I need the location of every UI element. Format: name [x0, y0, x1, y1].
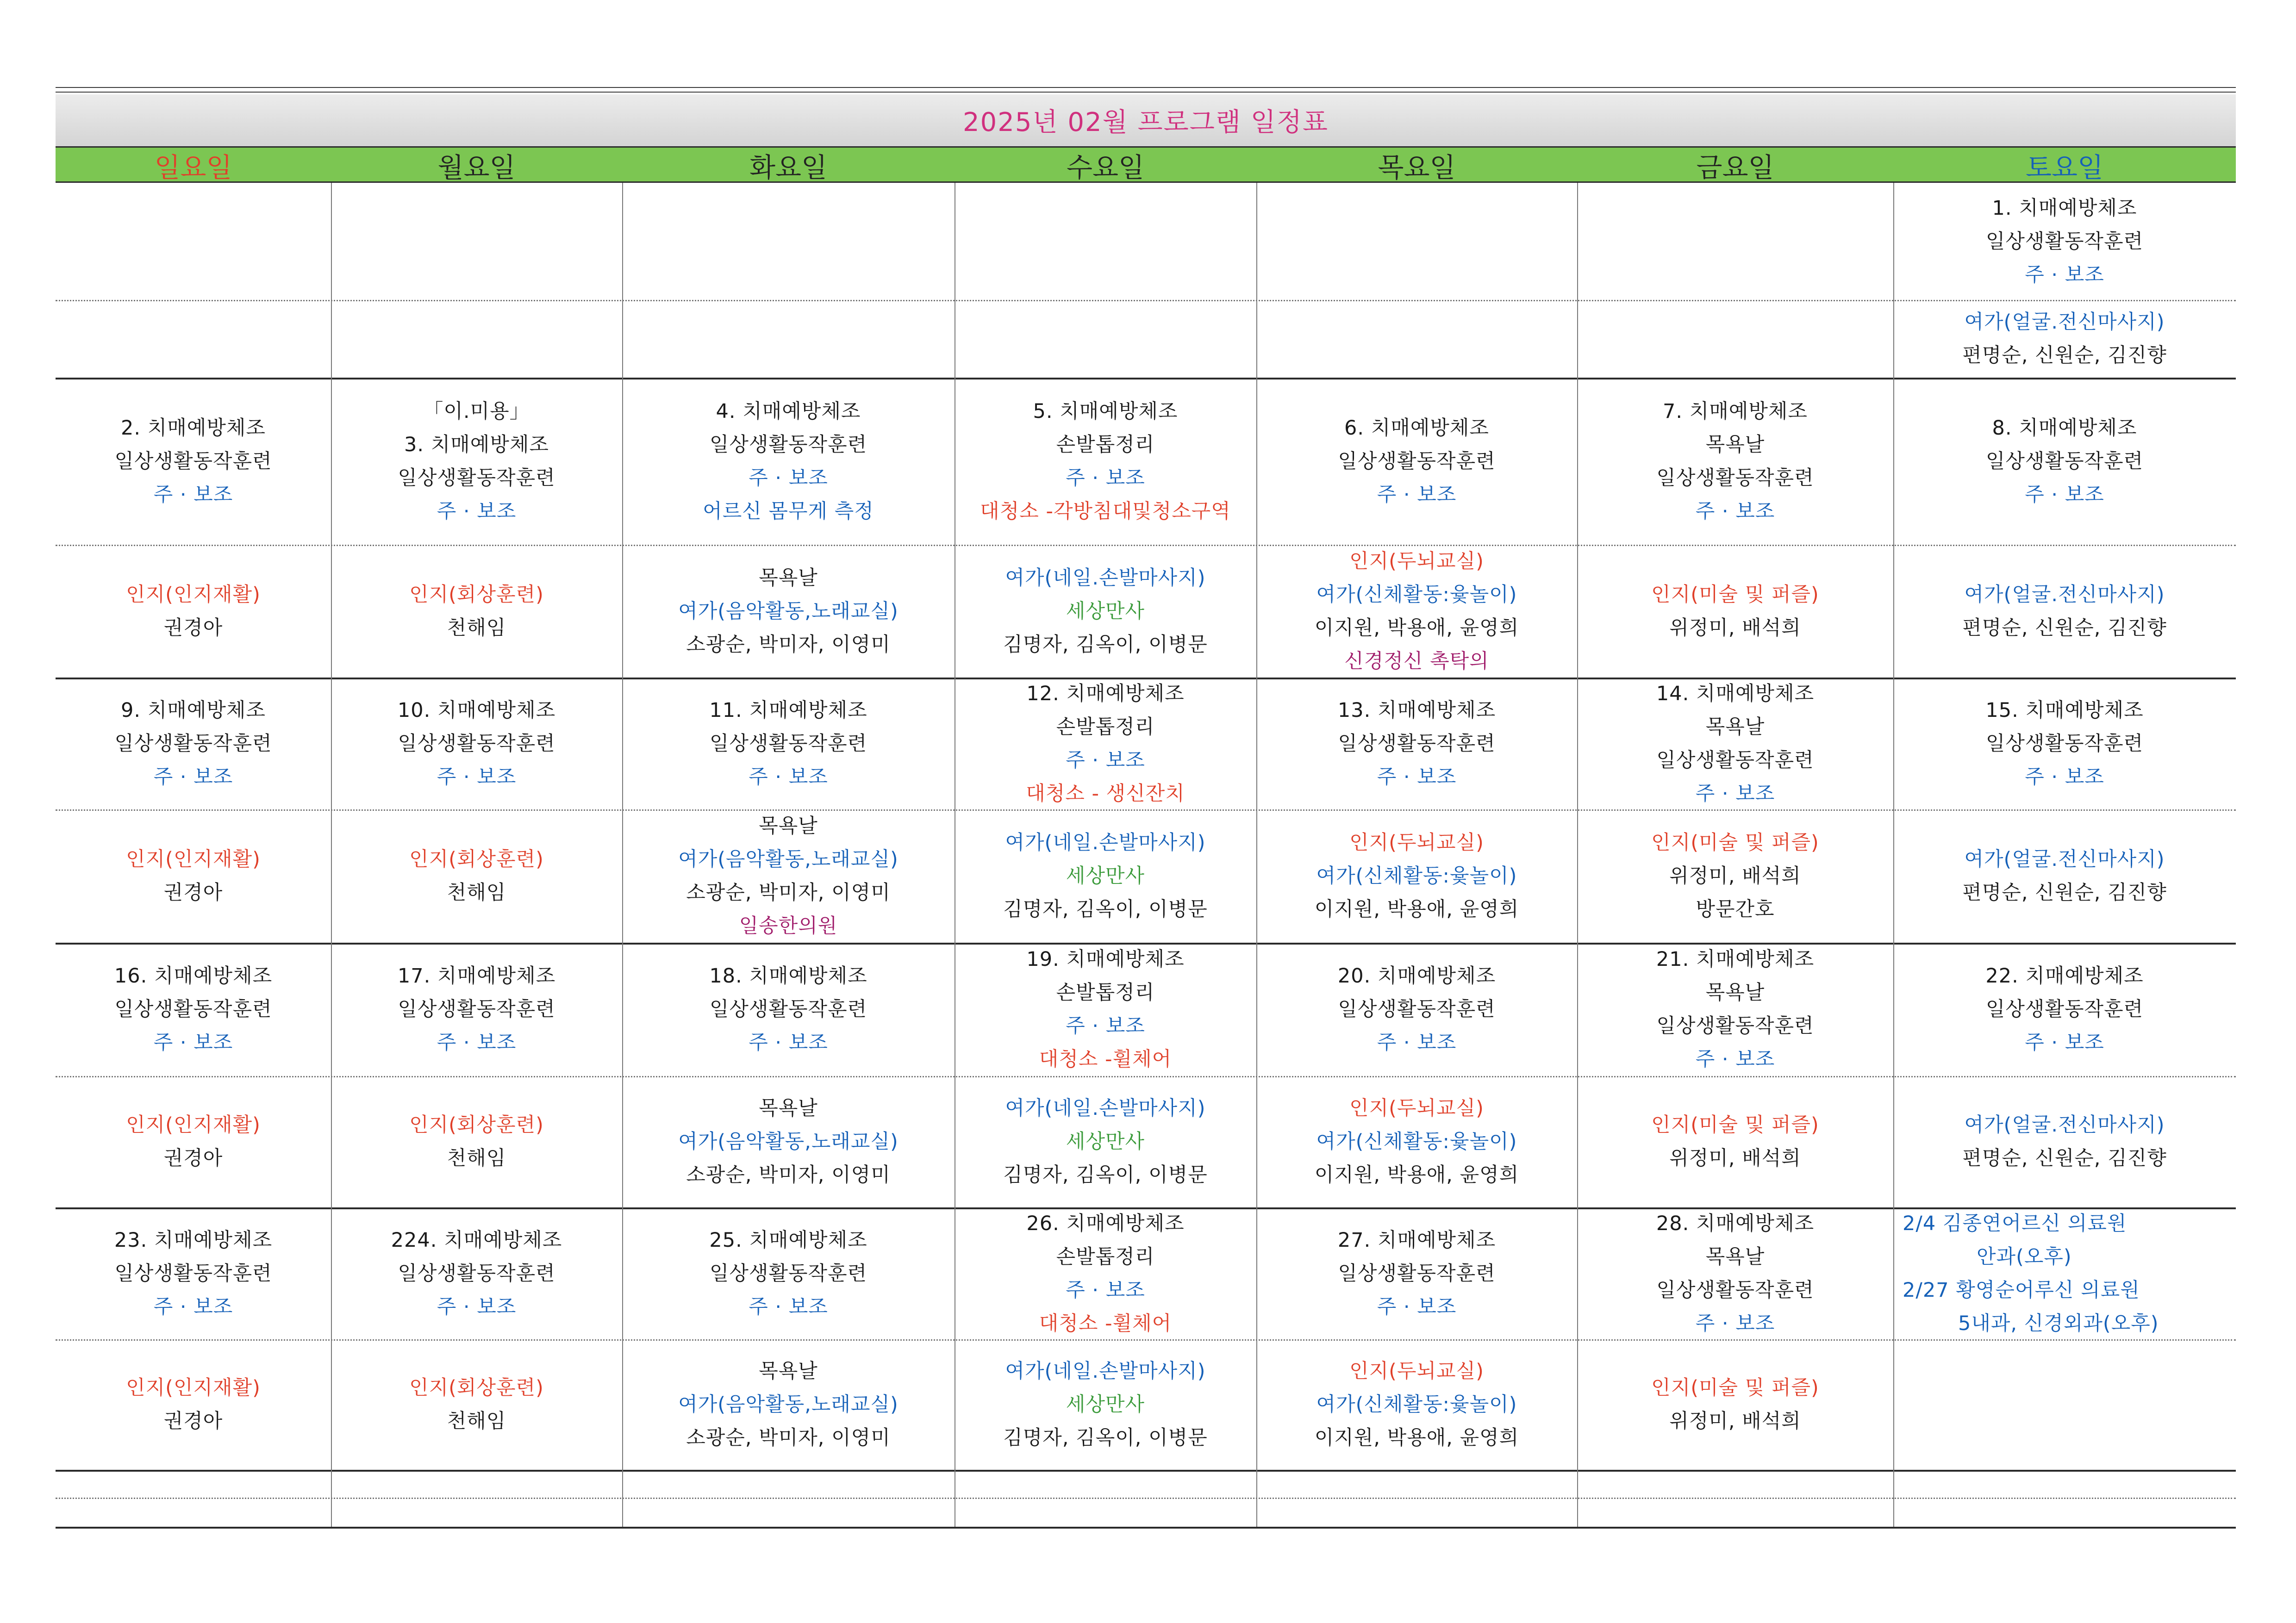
title-band [56, 94, 2236, 146]
schedule-line: 일상생활동작훈련 [114, 449, 272, 473]
schedule-line: 권경아 [163, 1410, 223, 1433]
schedule-line: 여가(음악활동,노래교실) [678, 1130, 898, 1153]
schedule-line: 2/4 김종연어르신 의료원 [1903, 1212, 2127, 1235]
schedule-line: 3. 치매예방체조 [404, 433, 549, 456]
day-cell-mon-week4-activity [331, 1076, 622, 1207]
header-thursday: 목요일 [1378, 152, 1456, 183]
header-saturday: 토요일 [2025, 152, 2104, 183]
day-cell-sat-week2-activity [1893, 545, 2236, 678]
column-divider [331, 183, 332, 1527]
schedule-line: 목욕날 [1705, 433, 1765, 456]
day-cell-tue-week2-program [622, 378, 955, 545]
schedule-line: 6. 치매예방체조 [1344, 416, 1489, 440]
day-cell-fri-week4-program [1577, 943, 1893, 1076]
column-divider [1577, 183, 1578, 1527]
schedule-line: 인지(두뇌교실) [1349, 549, 1484, 573]
schedule-line: 22. 치매예방체조 [1985, 964, 2144, 988]
schedule-line: 방문간호 [1696, 898, 1775, 921]
header-friday: 금요일 [1696, 152, 1774, 183]
schedule-line: 2. 치매예방체조 [121, 416, 266, 440]
day-cell-mon-week3-program [331, 678, 622, 809]
schedule-line: 여가(음악활동,노래교실) [678, 599, 898, 623]
day-cell-thu-week3-program [1256, 678, 1577, 809]
day-cell-tue-week1-program [622, 183, 955, 300]
schedule-line: 주 · 보조 [437, 1031, 517, 1054]
day-cell-wed-week1-activity [955, 300, 1256, 378]
schedule-line: 주 · 보조 [1377, 483, 1457, 506]
schedule-line: 목욕날 [1705, 715, 1765, 739]
day-cell-wed-week2-activity [955, 545, 1256, 678]
half-divider [56, 1076, 2236, 1077]
schedule-line: 대청소 - 생신잔치 [1026, 782, 1185, 805]
schedule-line: 인지(미술 및 퍼즐) [1651, 831, 1819, 854]
schedule-line: 권경아 [163, 1147, 223, 1170]
day-cell-fri-week3-activity [1577, 809, 1893, 943]
schedule-line: 주 · 보조 [1377, 765, 1457, 789]
schedule-line: 일상생활동작훈련 [1656, 1278, 1814, 1302]
schedule-line: 4. 치매예방체조 [716, 399, 861, 423]
schedule-line: 인지(회상훈련) [409, 583, 544, 606]
schedule-line: 인지(미술 및 퍼즐) [1651, 1113, 1819, 1137]
schedule-line: 2/27 황영순어루신 의료원 [1903, 1278, 2140, 1302]
schedule-line: 「이.미용」 [423, 399, 530, 423]
schedule-line: 5. 치매예방체조 [1033, 399, 1178, 423]
schedule-line: 주 · 보조 [437, 499, 517, 523]
day-cell-sun-week3-activity [56, 809, 331, 943]
schedule-line: 주 · 보조 [153, 765, 233, 789]
schedule-line: 여가(네일.손발마사지) [1005, 1097, 1206, 1120]
schedule-line: 28. 치매예방체조 [1656, 1212, 1815, 1235]
schedule-line: 위정미, 배석희 [1669, 864, 1801, 888]
schedule-line: 8. 치매예방체조 [1992, 416, 2137, 440]
schedule-line: 위정미, 배석희 [1669, 1147, 1801, 1170]
day-cell-fri-week5-activity [1577, 1339, 1893, 1470]
schedule-line: 김명자, 김옥이, 이병문 [1003, 633, 1208, 656]
day-cell-thu-week2-program [1256, 378, 1577, 545]
schedule-line: 주 · 보조 [1066, 1014, 1145, 1038]
schedule-line: 목욕날 [1705, 981, 1765, 1004]
schedule-line: 일상생활동작훈련 [114, 732, 272, 755]
schedule-line: 이지원, 박용애, 윤영희 [1314, 1163, 1519, 1187]
schedule-line: 이지원, 박용애, 윤영희 [1314, 898, 1519, 921]
schedule-line: 인지(인지재활) [126, 1376, 261, 1399]
header-monday: 월요일 [437, 152, 516, 183]
schedule-line: 손발톱정리 [1056, 433, 1155, 456]
day-cell-sat-week4-program [1893, 943, 2236, 1076]
schedule-line: 여가(음악활동,노래교실) [678, 1393, 898, 1416]
schedule-line: 편명순, 신원순, 김진향 [1962, 881, 2167, 904]
schedule-line: 인지(미술 및 퍼즐) [1651, 1376, 1819, 1399]
schedule-line: 여가(얼굴.전신마사지) [1964, 848, 2165, 871]
day-cell-sun-week1-activity [56, 300, 331, 378]
header-sunday: 일요일 [154, 152, 232, 183]
schedule-line: 인지(인지재활) [126, 1113, 261, 1137]
week-divider [56, 1527, 2236, 1529]
schedule-line: 여가(네일.손발마사지) [1005, 831, 1206, 854]
schedule-line: 여가(신체활동:윷놀이) [1316, 1130, 1517, 1153]
schedule-line: 일상생활동작훈련 [398, 1262, 555, 1285]
day-cell-thu-week1-program [1256, 183, 1577, 300]
schedule-line: 일상생활동작훈련 [398, 732, 555, 755]
schedule-line: 대청소 -각방침대및청소구역 [980, 499, 1231, 523]
schedule-line: 세상만사 [1066, 1130, 1145, 1153]
schedule-line: 주 · 보조 [749, 765, 828, 789]
schedule-line: 주 · 보조 [749, 1031, 828, 1054]
schedule-line: 여가(얼굴.전신마사지) [1964, 1113, 2165, 1137]
schedule-line: 주 · 보조 [1066, 748, 1145, 772]
day-cell-wed-week5-program [955, 1207, 1256, 1339]
day-cell-wed-week2-program [955, 378, 1256, 545]
day-cell-mon-week3-activity [331, 809, 622, 943]
day-cell-mon-week2-program [331, 378, 622, 545]
day-cell-sat-week5-program [1893, 1207, 2236, 1339]
schedule-line: 신경정신 촉탁의 [1344, 649, 1489, 673]
day-cell-fri-week4-activity [1577, 1076, 1893, 1207]
schedule-line: 편명순, 신원순, 김진향 [1962, 1147, 2167, 1170]
day-cell-thu-week3-activity [1256, 809, 1577, 943]
schedule-line: 주 · 보조 [2025, 765, 2104, 789]
schedule-line: 주 · 보조 [1066, 1278, 1145, 1302]
schedule-line: 위정미, 배석희 [1669, 1410, 1801, 1433]
day-cell-tue-week2-activity [622, 545, 955, 678]
schedule-line: 일상생활동작훈련 [709, 433, 867, 456]
day-cell-sun-week2-activity [56, 545, 331, 678]
schedule-line: 5내과, 신경외과(오후) [1958, 1312, 2159, 1335]
day-cell-sat-week1-activity [1893, 300, 2236, 378]
half-divider [56, 300, 2236, 301]
day-cell-tue-week3-program [622, 678, 955, 809]
day-cell-fri-week1-program [1577, 183, 1893, 300]
day-cell-tue-week4-activity [622, 1076, 955, 1207]
day-cell-tue-week5-activity [622, 1339, 955, 1470]
schedule-line: 김명자, 김옥이, 이병문 [1003, 1163, 1208, 1187]
schedule-line: 여가(네일.손발마사지) [1005, 1360, 1206, 1383]
column-divider [622, 183, 623, 1527]
schedule-line: 7. 치매예방체조 [1663, 399, 1808, 423]
schedule-line: 손발톱정리 [1056, 715, 1155, 739]
header-wednesday: 수요일 [1066, 152, 1145, 183]
schedule-line: 여가(음악활동,노래교실) [678, 848, 898, 871]
schedule-line: 일상생활동작훈련 [1985, 449, 2144, 473]
day-cell-sun-week4-activity [56, 1076, 331, 1207]
day-cell-fri-week2-program [1577, 378, 1893, 545]
day-cell-tue-week3-activity [622, 809, 955, 943]
schedule-line: 일상생활동작훈련 [1985, 998, 2144, 1021]
weekday-header-row [56, 146, 2236, 183]
day-cell-fri-week5-program [1577, 1207, 1893, 1339]
schedule-line: 주 · 보조 [2025, 263, 2104, 286]
schedule-line: 일상생활동작훈련 [1338, 998, 1496, 1021]
schedule-line: 17. 치매예방체조 [397, 964, 556, 988]
schedule-line: 19. 치매예방체조 [1026, 948, 1185, 971]
schedule-line: 여가(얼굴.전신마사지) [1964, 311, 2165, 334]
schedule-line: 일상생활동작훈련 [1338, 1262, 1496, 1285]
day-cell-mon-week2-activity [331, 545, 622, 678]
schedule-line: 주 · 보조 [2025, 1031, 2104, 1054]
schedule-line: 주 · 보조 [1377, 1295, 1457, 1318]
schedule-line: 안과(오후) [1977, 1245, 2072, 1269]
schedule-line: 주 · 보조 [1695, 1048, 1775, 1071]
day-cell-wed-week5-activity [955, 1339, 1256, 1470]
schedule-line: 10. 치매예방체조 [397, 698, 556, 722]
half-divider [56, 1339, 2236, 1341]
schedule-line: 손발톱정리 [1056, 1245, 1155, 1269]
schedule-line: 목욕날 [1705, 1245, 1765, 1269]
day-cell-sun-week2-program [56, 378, 331, 545]
day-cell-mon-week1-activity [331, 300, 622, 378]
day-cell-fri-week1-activity [1577, 300, 1893, 378]
schedule-line: 인지(두뇌교실) [1349, 831, 1484, 854]
day-cell-mon-week1-program [331, 183, 622, 300]
day-cell-wed-week3-program [955, 678, 1256, 809]
day-cell-thu-week1-activity [1256, 300, 1577, 378]
schedule-line: 20. 치매예방체조 [1337, 964, 1496, 988]
schedule-line: 소광순, 박미자, 이영미 [686, 881, 891, 904]
schedule-line: 주 · 보조 [1695, 782, 1775, 805]
schedule-line: 여가(얼굴.전신마사지) [1964, 583, 2165, 606]
day-cell-wed-week4-program [955, 943, 1256, 1076]
schedule-line: 일상생활동작훈련 [1338, 732, 1496, 755]
week-divider [56, 378, 2236, 379]
schedule-line: 인지(회상훈련) [409, 848, 544, 871]
schedule-line: 224. 치매예방체조 [391, 1228, 562, 1252]
day-cell-sun-week4-program [56, 943, 331, 1076]
schedule-line: 일상생활동작훈련 [709, 1262, 867, 1285]
day-cell-thu-week4-activity [1256, 1076, 1577, 1207]
schedule-line: 일송한의원 [739, 914, 838, 938]
schedule-line: 천해임 [447, 881, 506, 904]
schedule-line: 소광순, 박미자, 이영미 [686, 633, 891, 656]
day-cell-mon-week4-program [331, 943, 622, 1076]
top-rule [56, 87, 2236, 88]
schedule-line: 주 · 보조 [749, 1295, 828, 1318]
schedule-line: 세상만사 [1066, 599, 1145, 623]
day-cell-mon-week5-activity [331, 1339, 622, 1470]
schedule-line: 목욕날 [759, 815, 818, 838]
schedule-line: 권경아 [163, 616, 223, 640]
schedule-line: 11. 치매예방체조 [709, 698, 867, 722]
day-cell-thu-week5-program [1256, 1207, 1577, 1339]
day-cell-tue-week5-program [622, 1207, 955, 1339]
week-divider [56, 678, 2236, 679]
schedule-line: 이지원, 박용애, 윤영희 [1314, 616, 1519, 640]
schedule-line: 일상생활동작훈련 [398, 998, 555, 1021]
day-cell-mon-week5-program [331, 1207, 622, 1339]
schedule-line: 일상생활동작훈련 [709, 732, 867, 755]
schedule-line: 여가(네일.손발마사지) [1005, 566, 1206, 590]
day-cell-tue-week4-program [622, 943, 955, 1076]
schedule-line: 목욕날 [759, 1360, 818, 1383]
schedule-line: 인지(미술 및 퍼즐) [1651, 583, 1819, 606]
schedule-line: 권경아 [163, 881, 223, 904]
schedule-line: 주 · 보조 [749, 466, 828, 490]
schedule-line: 주 · 보조 [2025, 483, 2104, 506]
schedule-line: 인지(인지재활) [126, 848, 261, 871]
schedule-line: 주 · 보조 [1066, 466, 1145, 490]
schedule-line: 25. 치매예방체조 [709, 1228, 867, 1252]
header-tuesday: 화요일 [749, 152, 828, 183]
schedule-line: 인지(회상훈련) [409, 1113, 544, 1137]
day-cell-sun-week3-program [56, 678, 331, 809]
day-cell-fri-week2-activity [1577, 545, 1893, 678]
schedule-line: 23. 치매예방체조 [114, 1228, 273, 1252]
day-cell-tue-week1-activity [622, 300, 955, 378]
schedule-line: 일상생활동작훈련 [114, 998, 272, 1021]
day-cell-sun-week5-program [56, 1207, 331, 1339]
schedule-line: 인지(두뇌교실) [1349, 1097, 1484, 1120]
schedule-line: 9. 치매예방체조 [121, 698, 266, 722]
day-cell-sun-week1-program [56, 183, 331, 300]
schedule-line: 일상생활동작훈련 [1338, 449, 1496, 473]
schedule-line: 인지(두뇌교실) [1349, 1360, 1484, 1383]
schedule-line: 13. 치매예방체조 [1337, 698, 1496, 722]
schedule-line: 21. 치매예방체조 [1656, 948, 1815, 971]
day-cell-wed-week1-program [955, 183, 1256, 300]
day-cell-sat-week2-program [1893, 378, 2236, 545]
schedule-line: 1. 치매예방체조 [1992, 196, 2137, 220]
top-rule-inner [56, 92, 2236, 93]
page-title: 2025년 02월 프로그램 일정표 [962, 107, 1329, 137]
schedule-line: 주 · 보조 [1377, 1031, 1457, 1054]
week-divider [56, 943, 2236, 945]
schedule-line: 김명자, 김옥이, 이병문 [1003, 1426, 1208, 1449]
schedule-line: 김명자, 김옥이, 이병문 [1003, 898, 1208, 921]
schedule-line: 소광순, 박미자, 이영미 [686, 1163, 891, 1187]
schedule-line: 주 · 보조 [153, 1295, 233, 1318]
schedule-line: 대청소 -휠체어 [1039, 1048, 1172, 1071]
schedule-line: 위정미, 배석희 [1669, 616, 1801, 640]
schedule-line: 천해임 [447, 1410, 506, 1433]
schedule-line: 여가(신체활동:윷놀이) [1316, 864, 1517, 888]
day-cell-fri-week3-program [1577, 678, 1893, 809]
column-divider [1893, 183, 1894, 1527]
schedule-line: 26. 치매예방체조 [1026, 1212, 1185, 1235]
column-divider [1256, 183, 1257, 1527]
schedule-line: 주 · 보조 [437, 1295, 517, 1318]
schedule-line: 일상생활동작훈련 [398, 466, 555, 490]
schedule-line: 18. 치매예방체조 [709, 964, 867, 988]
schedule-line: 주 · 보조 [1695, 499, 1775, 523]
day-cell-wed-week4-activity [955, 1076, 1256, 1207]
schedule-line: 15. 치매예방체조 [1985, 698, 2144, 722]
day-cell-thu-week4-program [1256, 943, 1577, 1076]
schedule-line: 어르신 몸무게 측정 [703, 499, 874, 523]
schedule-line: 대청소 -휠체어 [1039, 1312, 1172, 1335]
schedule-line: 일상생활동작훈련 [1985, 230, 2144, 253]
schedule-line: 편명순, 신원순, 김진향 [1962, 616, 2167, 640]
day-cell-wed-week3-activity [955, 809, 1256, 943]
schedule-line: 목욕날 [759, 566, 818, 590]
schedule-line: 주 · 보조 [153, 1031, 233, 1054]
schedule-line: 여가(신체활동:윷놀이) [1316, 1393, 1517, 1416]
schedule-line: 여가(신체활동:윷놀이) [1316, 583, 1517, 606]
schedule-line: 인지(회상훈련) [409, 1376, 544, 1399]
schedule-line: 14. 치매예방체조 [1656, 682, 1815, 705]
schedule-line: 일상생활동작훈련 [709, 998, 867, 1021]
day-cell-thu-week5-activity [1256, 1339, 1577, 1470]
schedule-line: 주 · 보조 [1695, 1312, 1775, 1335]
schedule-line: 소광순, 박미자, 이영미 [686, 1426, 891, 1449]
schedule-line: 일상생활동작훈련 [1656, 466, 1814, 490]
half-divider [56, 809, 2236, 811]
day-cell-sat-week4-activity [1893, 1076, 2236, 1207]
schedule-line: 세상만사 [1066, 1393, 1145, 1416]
schedule-line: 이지원, 박용애, 윤영희 [1314, 1426, 1519, 1449]
schedule-line: 목욕날 [759, 1097, 818, 1120]
schedule-line: 일상생활동작훈련 [1985, 732, 2144, 755]
day-cell-sat-week3-program [1893, 678, 2236, 809]
day-cell-sat-week3-activity [1893, 809, 2236, 943]
day-cell-sun-week5-activity [56, 1339, 331, 1470]
week-divider [56, 1207, 2236, 1209]
day-cell-sat-week1-program [1893, 183, 2236, 300]
half-divider [56, 1498, 2236, 1499]
half-divider [56, 545, 2236, 546]
schedule-line: 일상생활동작훈련 [1656, 748, 1814, 772]
schedule-line: 주 · 보조 [437, 765, 517, 789]
schedule-line: 12. 치매예방체조 [1026, 682, 1185, 705]
schedule-line: 천해임 [447, 616, 506, 640]
day-cell-thu-week2-activity [1256, 545, 1577, 678]
schedule-line: 세상만사 [1066, 864, 1145, 888]
schedule-line: 인지(인지재활) [126, 583, 261, 606]
schedule-line: 손발톱정리 [1056, 981, 1155, 1004]
schedule-line: 27. 치매예방체조 [1337, 1228, 1496, 1252]
schedule-line: 주 · 보조 [153, 483, 233, 506]
schedule-line: 일상생활동작훈련 [114, 1262, 272, 1285]
schedule-line: 일상생활동작훈련 [1656, 1014, 1814, 1038]
schedule-line: 천해임 [447, 1147, 506, 1170]
schedule-line: 16. 치매예방체조 [114, 964, 273, 988]
schedule-line: 편명순, 신원순, 김진향 [1962, 344, 2167, 367]
day-cell-sat-week5-activity [1893, 1339, 2236, 1470]
week-divider [56, 1470, 2236, 1472]
